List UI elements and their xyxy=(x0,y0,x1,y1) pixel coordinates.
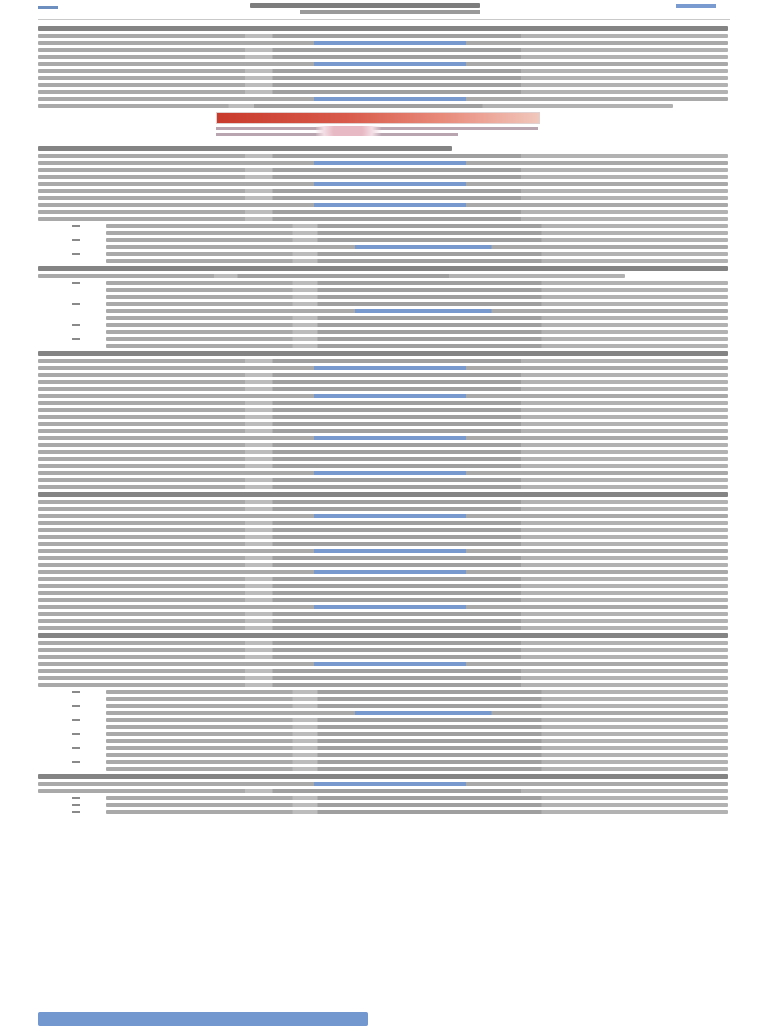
list-item xyxy=(38,732,728,743)
paragraph xyxy=(38,563,728,630)
list-item xyxy=(38,704,728,715)
bullet-icon xyxy=(72,282,80,284)
bullet-icon xyxy=(72,733,80,735)
list-item xyxy=(38,323,728,334)
paragraph xyxy=(38,351,728,419)
top-left-link[interactable] xyxy=(38,6,58,9)
figure-image xyxy=(216,112,540,124)
bullet-icon xyxy=(72,761,80,763)
bullet-icon xyxy=(72,338,80,340)
paragraph xyxy=(38,422,728,489)
bullet-icon xyxy=(72,303,80,305)
article-figure xyxy=(216,112,538,136)
paragraph xyxy=(38,492,728,560)
paragraph xyxy=(38,26,728,108)
bullet-icon xyxy=(72,797,80,799)
article-body xyxy=(38,26,728,817)
list-item xyxy=(38,252,728,263)
list-item xyxy=(38,810,728,814)
list-item xyxy=(38,796,728,800)
top-right-link[interactable] xyxy=(676,4,716,8)
bullet-icon xyxy=(72,691,80,693)
paragraph xyxy=(38,266,728,278)
bullet-icon xyxy=(72,747,80,749)
list-item xyxy=(38,690,728,701)
list-item xyxy=(38,718,728,729)
list-item xyxy=(38,281,728,299)
list-item xyxy=(38,224,728,235)
list-item xyxy=(38,238,728,249)
page-title xyxy=(250,3,480,8)
bullet-icon xyxy=(72,225,80,227)
top-bar xyxy=(0,0,768,22)
bullet-icon xyxy=(72,719,80,721)
paragraph xyxy=(38,774,728,793)
header-divider xyxy=(38,19,730,20)
page-subtitle xyxy=(300,10,480,14)
list-item xyxy=(38,803,728,807)
bullet-list xyxy=(38,224,728,263)
list-item xyxy=(38,746,728,757)
paragraph xyxy=(38,146,728,221)
bullet-icon xyxy=(72,705,80,707)
bullet-icon xyxy=(72,253,80,255)
bullet-icon xyxy=(72,811,80,813)
bullet-list xyxy=(38,690,728,771)
list-item xyxy=(38,337,728,348)
list-item xyxy=(38,302,728,320)
bullet-icon xyxy=(72,324,80,326)
paragraph xyxy=(38,633,728,687)
bullet-list xyxy=(38,281,728,348)
figure-illustration xyxy=(316,126,396,136)
bullet-icon xyxy=(72,239,80,241)
bullet-list xyxy=(38,796,728,814)
list-item xyxy=(38,760,728,771)
bullet-icon xyxy=(72,804,80,806)
